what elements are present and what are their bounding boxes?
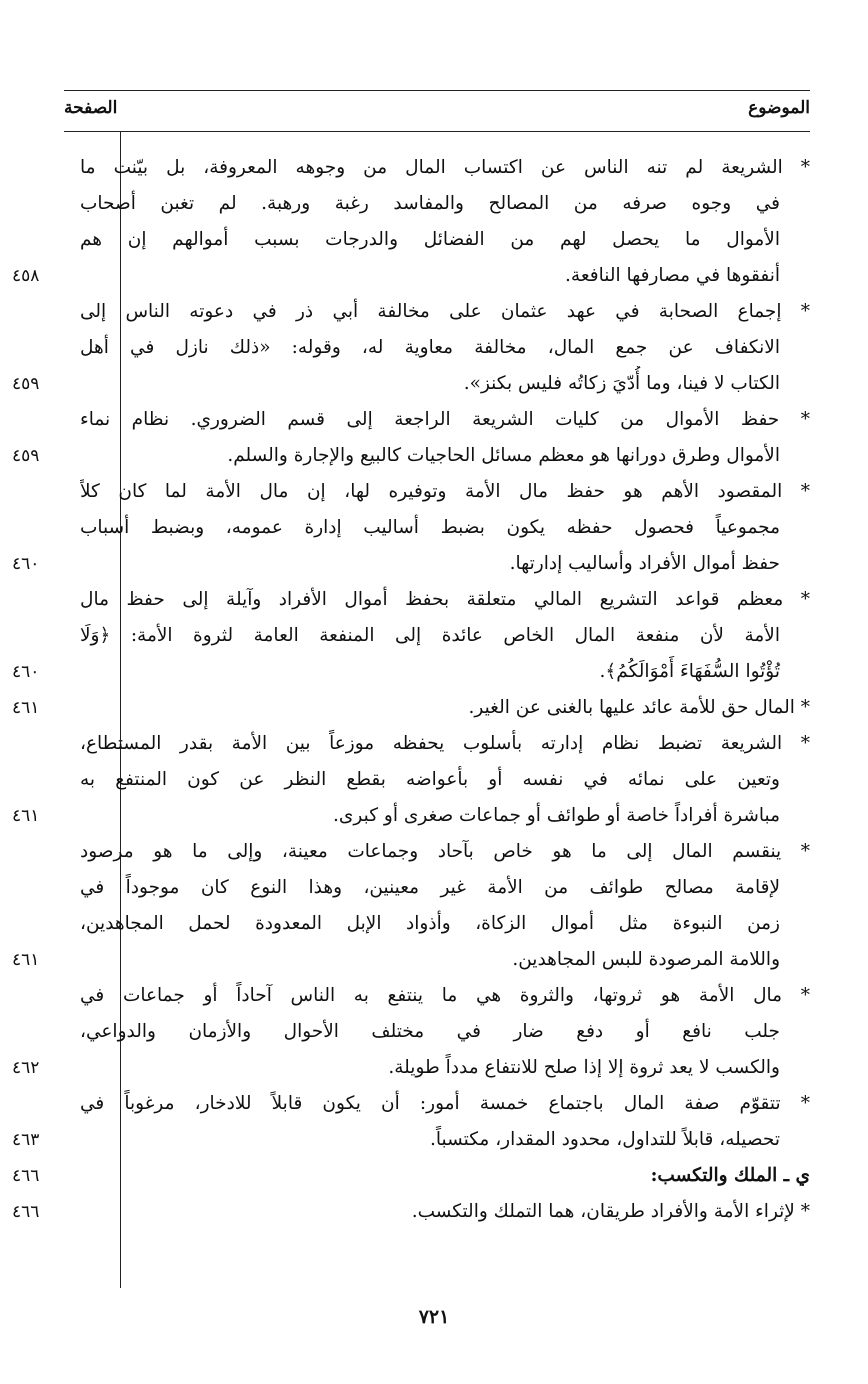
entry-page-number: ٤٦٦ bbox=[12, 1202, 40, 1222]
entry-page-number: ٤٦١ bbox=[12, 806, 40, 826]
entry-line: جلب نافع أو دفع ضار في مختلف الأحوال والأزمان والدواعي، bbox=[80, 1021, 780, 1042]
index-entry bbox=[12, 294, 810, 402]
index-entry bbox=[12, 1086, 810, 1158]
entry-line: واللامة المرصودة للبس المجاهدين. bbox=[512, 949, 780, 970]
entry-line: أنفقوها في مصارفها النافعة. bbox=[565, 265, 780, 286]
entry-line: حفظ أموال الأفراد وأساليب إدارتها. bbox=[509, 553, 780, 574]
entry-line: * معظم قواعد التشريع المالي متعلقة بحفظ أموال الأفراد وآيلة إلى حفظ مال bbox=[80, 589, 810, 610]
entry-line: الأموال وطرق دورانها هو معظم مسائل الحاجيات كالبيع والإجارة والسلم. bbox=[227, 445, 780, 466]
entry-line: * المال حق للأمة عائد عليها بالغنى عن الغير. bbox=[468, 697, 810, 718]
entry-page-number: ٤٦٠ bbox=[12, 554, 40, 574]
index-entry bbox=[12, 582, 810, 690]
entry-page-number: ٤٦٢ bbox=[12, 1058, 40, 1078]
entry-line: الأمة لأن منفعة المال الخاص عائدة إلى المنفعة العامة لثروة الأمة: ﴿وَلَا bbox=[80, 625, 780, 646]
index-entries bbox=[12, 150, 810, 1230]
entry-line: * مال الأمة هو ثروتها، والثروة هي ما ينتفع به الناس آحاداً أو جماعات في bbox=[80, 985, 810, 1006]
entry-page-number: ٤٦٠ bbox=[12, 662, 40, 682]
entry-line: * تتقوّم صفة المال باجتماع خمسة أمور: أن يكون قابلاً للادخار، مرغوباً في bbox=[80, 1093, 810, 1114]
entry-page-number: ٤٦٣ bbox=[12, 1130, 40, 1150]
section-heading-entry bbox=[12, 1158, 810, 1194]
entry-line: * إجماع الصحابة في عهد عثمان على مخالفة أبي ذر في دعوته الناس إلى bbox=[80, 301, 810, 322]
entry-page-number: ٤٥٩ bbox=[12, 374, 40, 394]
entry-line: * لإثراء الأمة والأفراد طريقان، هما التملك والتكسب. bbox=[411, 1201, 810, 1222]
page-number: ٧٢١ bbox=[418, 1306, 450, 1328]
entry-line: تُؤْتُوا السُّفَهَاءَ أَمْوَالَكُمُ﴾. bbox=[599, 661, 780, 682]
page-column-header: الصفحة bbox=[64, 98, 118, 118]
entry-line: * الشريعة تضبط نظام إدارته بأسلوب يحفظه موزعاً بين الأمة بقدر المستطاع، bbox=[80, 733, 810, 754]
entry-page-number: ٤٦١ bbox=[12, 950, 40, 970]
index-entry bbox=[12, 690, 810, 726]
entry-line: الأموال ما يحصل لهم من الفضائل والدرجات بسبب أموالهم إن هم bbox=[80, 229, 780, 250]
header-rule bbox=[64, 131, 810, 132]
index-entry bbox=[12, 978, 810, 1086]
index-entry bbox=[12, 402, 810, 474]
entry-line: تحصيله، قابلاً للتداول، محدود المقدار، مكتسباً. bbox=[430, 1129, 780, 1150]
entry-line: * المقصود الأهم هو حفظ مال الأمة وتوفيره لها، إن مال الأمة لما كان كلاً bbox=[80, 481, 810, 502]
entry-page-number: ٤٥٨ bbox=[12, 266, 40, 286]
index-entry bbox=[12, 834, 810, 978]
entry-line: مجموعياً فحصول حفظه يكون بضبط أساليب إدارة عمومه، وبضبط أسباب bbox=[80, 517, 780, 538]
entry-line: * ينقسم المال إلى ما هو خاص بآحاد وجماعات معينة، وإلى ما هو مرصود bbox=[80, 841, 810, 862]
entry-line: في وجوه صرفه من المصالح والمفاسد رغبة ورهبة. لم تغبن أصحاب bbox=[80, 193, 780, 214]
index-entry bbox=[12, 726, 810, 834]
entry-page-number: ٤٦١ bbox=[12, 698, 40, 718]
entry-line: الانكفاف عن جمع المال، مخالفة معاوية له، وقوله: «ذلك نازل في أهل bbox=[80, 337, 780, 358]
entry-page-number: ٤٦٦ bbox=[12, 1166, 40, 1186]
index-entry bbox=[12, 474, 810, 582]
entry-line: * حفظ الأموال من كليات الشريعة الراجعة إلى قسم الضروري. نظام نماء bbox=[80, 409, 810, 430]
entry-line: الكتاب لا فينا، وما أُدّيَ زكاتُه فليس بكنز». bbox=[463, 373, 780, 394]
entry-line: وتعين على نمائه في نفسه أو بأعواضه بقطع النظر عن كون المنتفع به bbox=[80, 769, 780, 790]
index-entry bbox=[12, 1194, 810, 1230]
entry-line: * الشريعة لم تنه الناس عن اكتساب المال من وجوهه المعروفة، بل بيّنت ما bbox=[80, 157, 810, 178]
topic-column-header: الموضوع bbox=[748, 98, 810, 118]
entry-line: مباشرة أفراداً خاصة أو طوائف أو جماعات صغرى أو كبرى. bbox=[333, 805, 780, 826]
index-entry bbox=[12, 150, 810, 294]
entry-line: والكسب لا يعد ثروة إلا إذا صلح للانتفاع مدداً طويلة. bbox=[388, 1057, 780, 1078]
top-rule bbox=[64, 90, 810, 91]
entry-line: زمن النبوءة مثل أموال الزكاة، وأذواد الإبل المعدودة لحمل المجاهدين، bbox=[80, 913, 780, 934]
entry-line: لإقامة مصالح طوائف من الأمة غير معينين، وهذا النوع كان موجوداً في bbox=[80, 877, 780, 898]
entry-line: ي ـ الملك والتكسب: bbox=[650, 1165, 810, 1186]
entry-page-number: ٤٥٩ bbox=[12, 446, 40, 466]
